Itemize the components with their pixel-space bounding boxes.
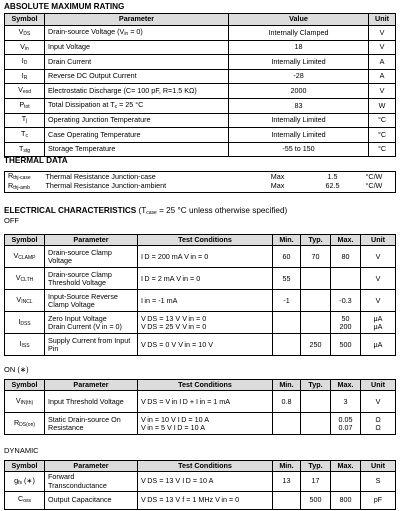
typ-cell [301,413,331,435]
on-table [4,379,396,435]
symbol-cell: $V_{CLTH}$ [5,268,45,290]
parameter-cell: Static Drain-source On Resistance [45,413,138,435]
table-row [5,182,396,192]
table-row [5,69,396,84]
test-cell: V DS = 13 V V in = 0 V DS = 25 V V in = 0 [138,312,273,334]
unit-cell: V [369,40,396,55]
parameter-cell: Electrostatic Discharge (C= 100 pF, R=1.5 KΩ) [45,84,229,99]
typ-cell [301,391,331,413]
parameter-cell: Drain-source Clamp Voltage [45,246,138,268]
parameter-cell: Case Operating Temperature [45,128,229,143]
table-row [5,98,396,113]
col-unit: Unit [369,14,396,26]
dyn-col-unit: Unit [361,461,396,472]
value-cell: Internally Limited [229,113,369,128]
table-row [5,113,396,128]
unit-cell: V [361,268,396,290]
min-cell: -1 [273,290,301,312]
typ-cell: 17 [301,472,331,492]
parameter-cell: Drain-source Voltage $(V_{in} = 0)$ [45,26,229,41]
symbol-cell: $I_{DSS}$ [5,312,45,334]
abs-max-table [4,13,396,157]
min-cell: 60 [273,246,301,268]
value-cell: 2000 [229,84,369,99]
symbol-cell: $V_{esd}$ [5,84,45,99]
symbol-cell: $R_{thj-amb}$ [8,181,30,191]
test-cell: V DS = 13 V f = 1 MHz V in = 0 [138,491,273,509]
table-row [5,312,396,334]
parameter-cell: Thermal Resistance Junction-ambient [45,181,167,191]
value-cell: Internally Limited [229,55,369,70]
unit-cell: V [369,26,396,41]
table-row [5,472,396,492]
symbol-cell: $V_{DS}$ [5,26,45,41]
table-row [5,142,396,157]
off-label: OFF [4,216,19,225]
dyn-col-min: Min. [273,461,301,472]
max-cell: 500 [331,334,361,356]
table-row [5,413,396,435]
value-cell: 83 [229,98,369,113]
test-cell: V DS = V in I D + I in = 1 mA [138,391,273,413]
parameter-cell: Drain Current [45,55,229,70]
thermal-table [4,171,396,193]
typ-cell [301,312,331,334]
dyn-col-typ: Typ. [301,461,331,472]
table-row [5,26,396,41]
typ-cell: 70 [301,246,331,268]
off-col-max: Max. [331,235,361,246]
symbol-cell: $V_{in}$ [5,40,45,55]
parameter-cell: Input Voltage [45,40,229,55]
symbol-cell: $V_{INCL}$ [5,290,45,312]
table-row [5,491,396,509]
test-cell: V DS = 0 V V in = 10 V [138,334,273,356]
parameter-cell: Supply Current from Input Pin [45,334,138,356]
dyn-col-parameter: Parameter [45,461,138,472]
typ-cell: 250 [301,334,331,356]
col-value: Value [229,14,369,26]
unit-cell: °C [369,128,396,143]
unit-cell: A [369,69,396,84]
typ-cell [301,268,331,290]
dyn-col-test: Test Conditions [138,461,273,472]
unit-cell: W [369,98,396,113]
parameter-cell: Output Capacitance [45,491,138,509]
symbol-cell: $T_c$ [5,128,45,143]
symbol-cell: $g_{fs}$ (∗) [5,472,45,492]
abs-max-title: ABSOLUTE MAXIMUM RATING [4,2,125,11]
value-cell: -55 to 150 [229,142,369,157]
off-table [4,234,396,356]
off-col-typ: Typ. [301,235,331,246]
test-cell: V DS = 13 V I D = 10 A [138,472,273,492]
symbol-cell: $C_{oss}$ [5,491,45,509]
on-col-unit: Unit [361,380,396,391]
parameter-cell: Total Dissipation at $T_c = 25$ °C [45,98,229,113]
value-cell: 62.5 [325,181,340,191]
max-cell: 3 [331,391,361,413]
value-cell: -28 [229,69,369,84]
min-cell [273,312,301,334]
unit-cell: V [361,290,396,312]
unit-cell: S [361,472,396,492]
dyn-col-max: Max. [331,461,361,472]
electrical-title-row [4,206,287,217]
table-row [5,334,396,356]
test-cell: I in = -1 mA [138,290,273,312]
off-col-test: Test Conditions [138,235,273,246]
table-row [5,40,396,55]
min-cell [273,413,301,435]
off-col-unit: Unit [361,235,396,246]
unit-cell: V [361,391,396,413]
unit-cell: V [361,246,396,268]
max-cell [331,472,361,492]
min-cell [273,334,301,356]
symbol-cell: $T_j$ [5,113,45,128]
table-row [5,246,396,268]
parameter-cell: Input-Source Reverse Clamp Voltage [45,290,138,312]
dyn-col-symbol: Symbol [5,461,45,472]
table-row [5,55,396,70]
table-row [5,391,396,413]
on-col-min: Min. [273,380,301,391]
parameter-cell: Input Threshold Voltage [45,391,138,413]
thermal-title: THERMAL DATA [4,156,68,165]
on-label: ON (∗) [4,365,29,374]
parameter-cell: Forward Transconductance [45,472,138,492]
kind-cell: Max [270,181,285,191]
electrical-title: ELECTRICAL CHARACTERISTICS [4,206,137,215]
value-cell: Internally Limited [229,128,369,143]
symbol-cell: $I_R$ [5,69,45,84]
value-cell: Internally Clamped [229,26,369,41]
symbol-cell: $R_{thj-case}$ [8,171,31,181]
test-cell: V in = 10 V I D = 10 A V in = 5 V I D = 10 A [138,413,273,435]
parameter-cell: Zero Input Voltage Drain Current (V in = 0) [45,312,138,334]
table-row [5,172,396,182]
electrical-conditions: ($T_{case} = 25$ °C unless otherwise specified) [138,206,288,216]
table-row [5,268,396,290]
max-cell: -0.3 [331,290,361,312]
unit-cell: pF [361,491,396,509]
kind-cell: Max [270,171,285,181]
unit-cell: μA [361,334,396,356]
parameter-cell: Reverse DC Output Current [45,69,229,84]
min-cell: 0.8 [273,391,301,413]
parameter-cell: Thermal Resistance Junction-case [45,171,156,181]
on-col-typ: Typ. [301,380,331,391]
min-cell: 13 [273,472,301,492]
symbol-cell: $T_{stg}$ [5,142,45,157]
typ-cell [301,290,331,312]
unit-cell: °C/W [365,181,383,191]
min-cell [273,491,301,509]
symbol-cell: $V_{CLAMP}$ [5,246,45,268]
unit-cell: °C [369,142,396,157]
col-parameter: Parameter [45,14,229,26]
symbol-cell: $I_{ISS}$ [5,334,45,356]
typ-cell: 500 [301,491,331,509]
unit-cell: μA μA [361,312,396,334]
on-col-max: Max. [331,380,361,391]
test-cell: I D = 200 mA V in = 0 [138,246,273,268]
unit-cell: Ω Ω [361,413,396,435]
table-row [5,84,396,99]
dynamic-label: DYNAMIC [4,446,39,455]
symbol-cell: $R_{DS(on)}$ [5,413,45,435]
on-col-parameter: Parameter [45,380,138,391]
parameter-cell: Operating Junction Temperature [45,113,229,128]
off-col-symbol: Symbol [5,235,45,246]
unit-cell: °C/W [365,171,383,181]
col-symbol: Symbol [5,14,45,26]
on-col-symbol: Symbol [5,380,45,391]
unit-cell: °C [369,113,396,128]
off-col-min: Min. [273,235,301,246]
table-row [5,290,396,312]
on-col-test: Test Conditions [138,380,273,391]
dynamic-table [4,460,396,510]
test-cell: I D = 2 mA V in = 0 [138,268,273,290]
min-cell: 55 [273,268,301,290]
max-cell [331,268,361,290]
max-cell: 50 200 [331,312,361,334]
max-cell: 80 [331,246,361,268]
unit-cell: A [369,55,396,70]
table-row [5,128,396,143]
parameter-cell: Drain-source Clamp Threshold Voltage [45,268,138,290]
parameter-cell: Storage Temperature [45,142,229,157]
max-cell: 0.05 0.07 [331,413,361,435]
symbol-cell: $V_{IN(th)}$ [5,391,45,413]
value-cell: 1.5 [327,171,338,181]
symbol-cell: $I_D$ [5,55,45,70]
value-cell: 18 [229,40,369,55]
symbol-cell: $P_{tot}$ [5,98,45,113]
max-cell: 800 [331,491,361,509]
unit-cell: V [369,84,396,99]
off-col-parameter: Parameter [45,235,138,246]
